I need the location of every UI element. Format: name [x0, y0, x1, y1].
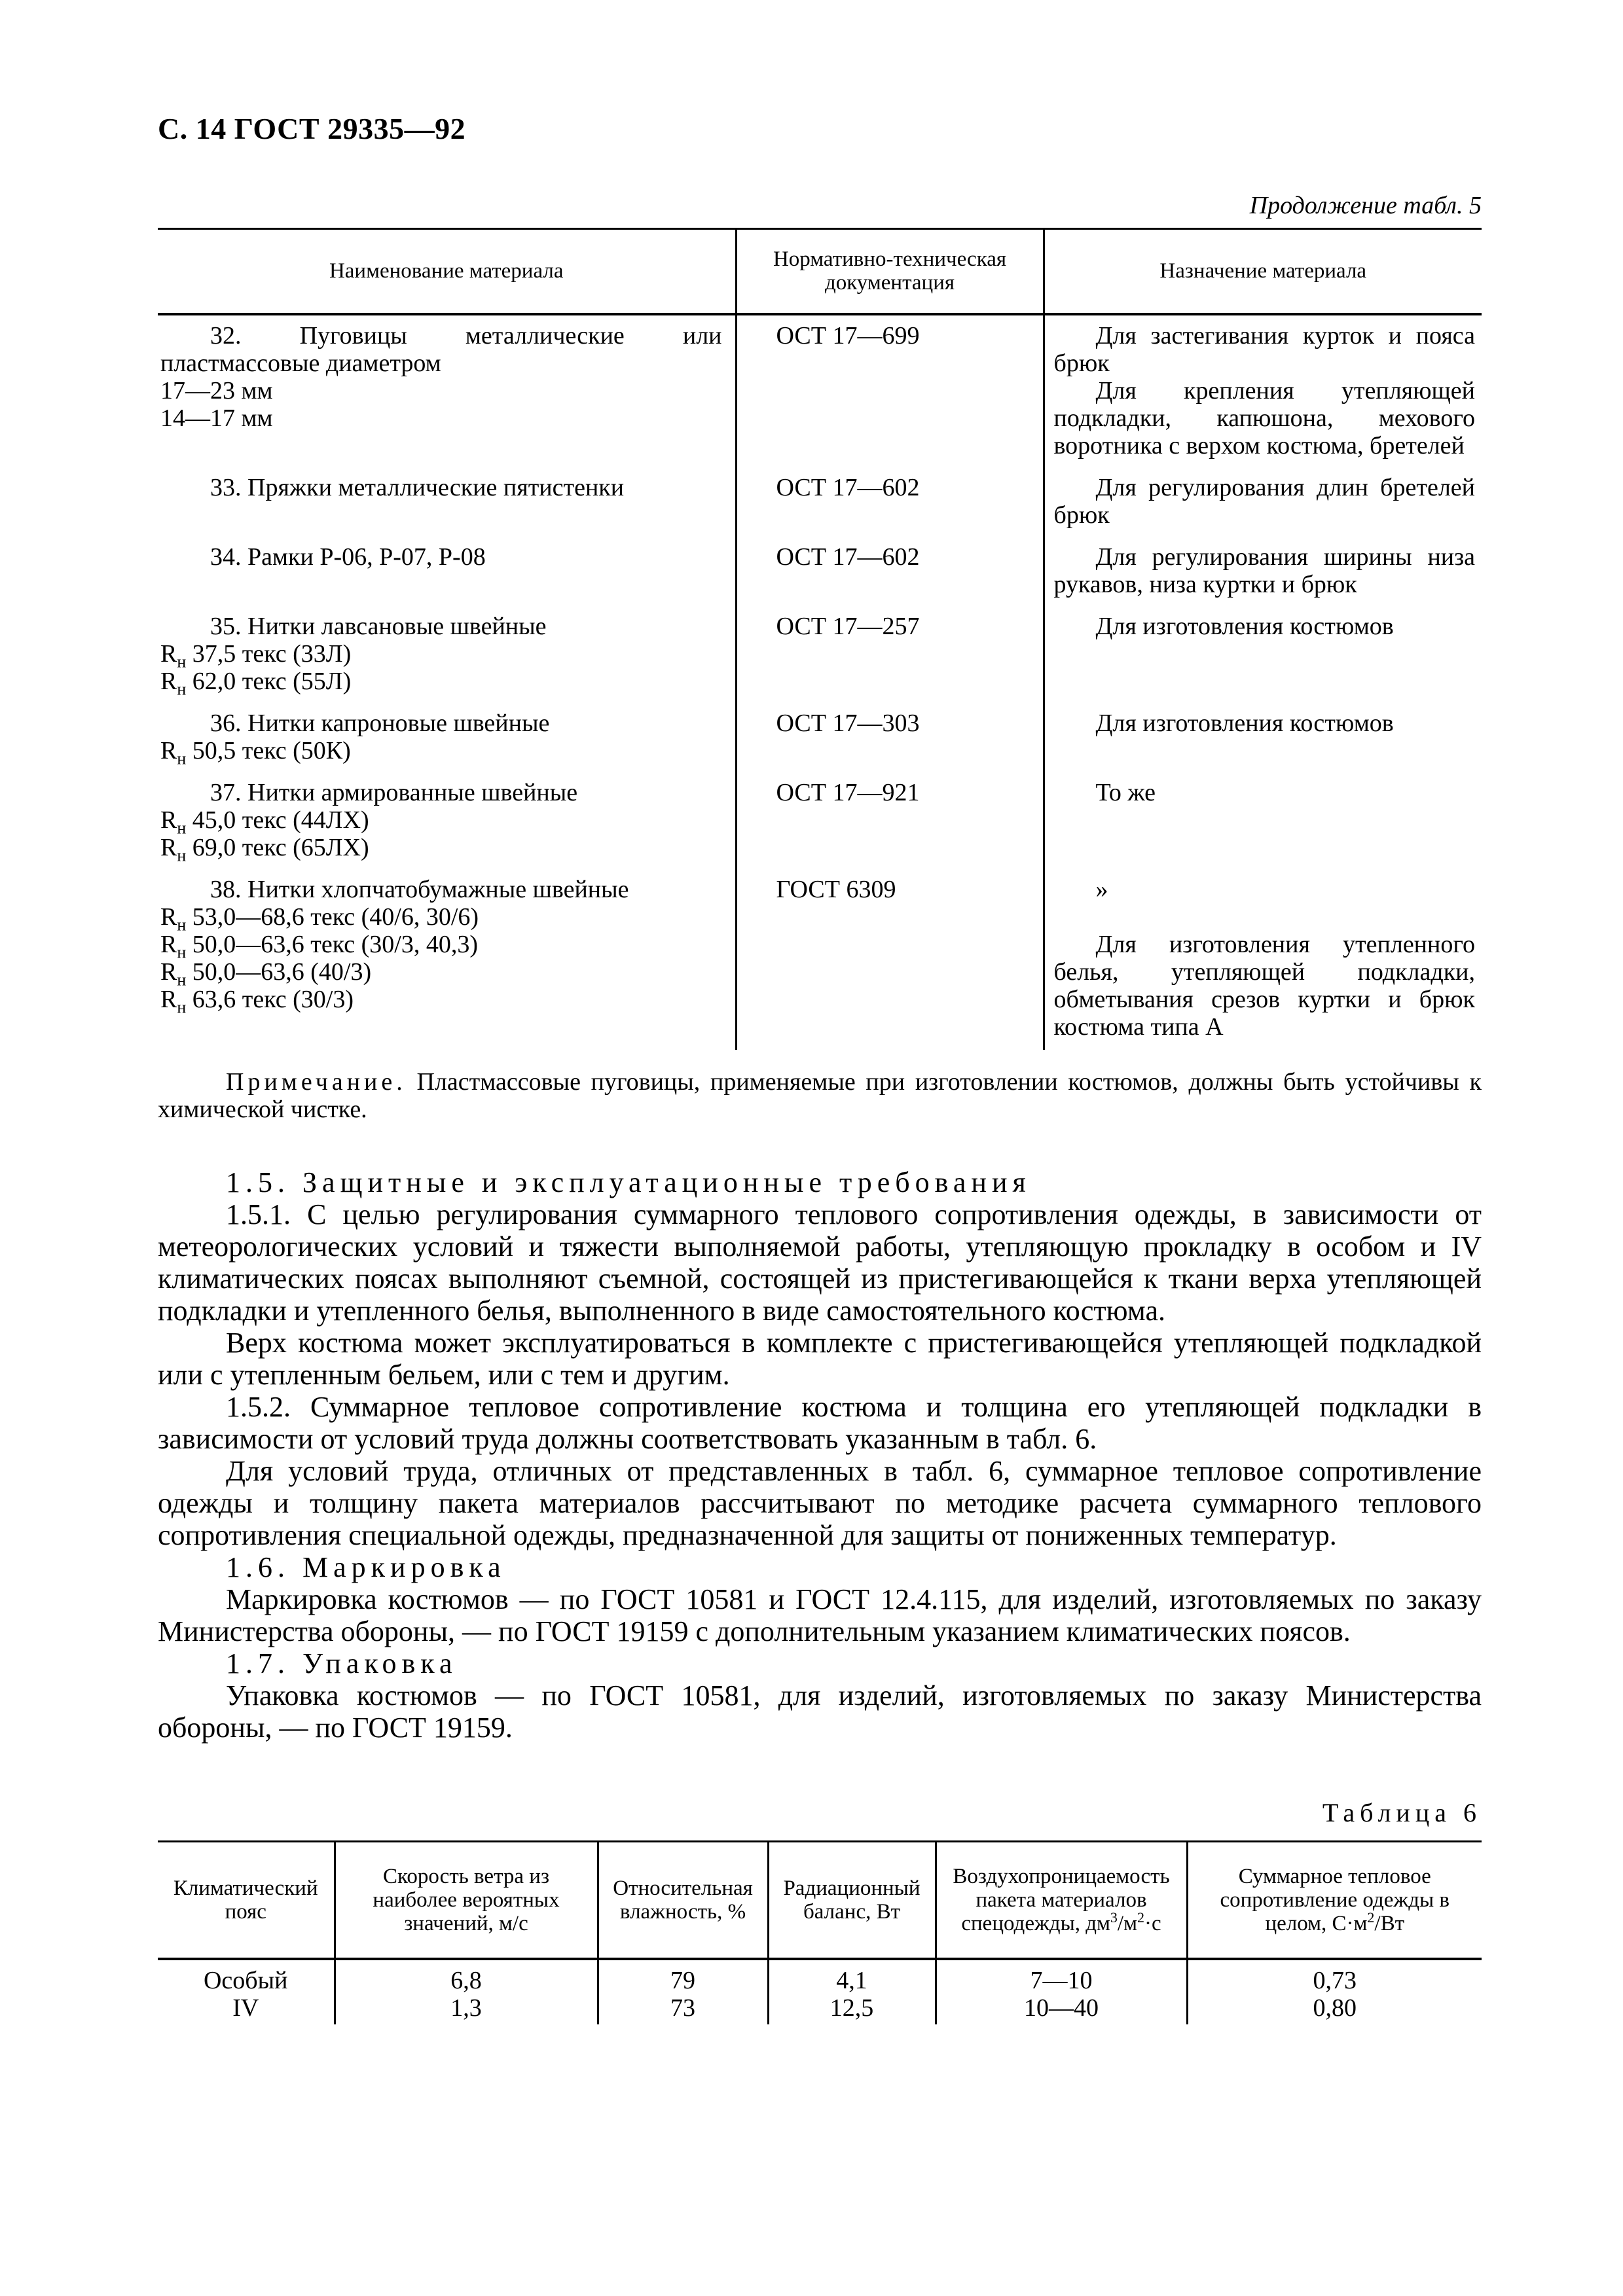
cell-air: 10—40 — [936, 1994, 1187, 2024]
material-subitem: $R_н$ 37,5 текс (33Л) — [160, 639, 352, 672]
header-wind-speed: Скорость ветра из наиболее вероятных значений, м/с — [335, 1842, 598, 1960]
normative-doc: ОСТ 17—602 — [776, 473, 920, 501]
section-heading: 1.5. Защитные и эксплуатационные требования — [226, 1166, 1031, 1198]
material-purpose: Для изготовления костюмов — [1095, 612, 1394, 640]
header-air-permeability: Воздухопроницаемость пакета материалов спецодежды, $дм^3/м^2\cdot с$ — [936, 1842, 1187, 1960]
material-purpose: Для изготовления костюмов — [1095, 709, 1394, 737]
material-purpose: То же — [1095, 778, 1156, 806]
paragraph: Маркировка костюмов — по ГОСТ 10581 и ГОСТ 12.4.115, для изделий, изготовляемых по заказу Министерства обороны, — по ГОСТ 19159 с дополнительным указанием климатических поясов. — [158, 1583, 1482, 1647]
material-name: 35. Нитки лавсановые швейные — [210, 612, 547, 640]
cell-radiation: 4,1 — [768, 1959, 936, 1994]
table-row — [158, 1959, 1482, 1994]
header-normative-doc: Нормативно-техническая документация — [736, 229, 1044, 314]
table-continuation-label: Продолжение табл. 5 — [1249, 192, 1482, 219]
material-purpose: Для застегивания курток и пояса брюк — [1053, 321, 1475, 377]
normative-doc: ГОСТ 6309 — [776, 875, 896, 903]
normative-doc: ОСТ 17—699 — [776, 321, 920, 350]
material-purpose: » — [1095, 875, 1108, 903]
normative-doc: ОСТ 17—921 — [776, 778, 920, 806]
page-header: С. 14 ГОСТ 29335—92 — [158, 112, 466, 145]
r-subscript: н — [177, 652, 187, 672]
table-row — [158, 709, 1482, 779]
note-text: Пластмассовые пуговицы, применяемые при изготовлении костюмов, должны быть устойчивы к химической чистке. — [158, 1068, 1482, 1123]
table-row — [158, 613, 1482, 709]
table-row — [158, 474, 1482, 543]
table-row — [158, 876, 1482, 1050]
materials-table — [158, 228, 1482, 1050]
material-subitem: $R_н$ 50,5 текс (50К) — [160, 736, 351, 768]
table-row — [158, 779, 1482, 876]
table-row — [158, 1994, 1482, 2024]
header-radiation: Радиационный баланс, Вт — [768, 1842, 936, 1960]
cell-zone: IV — [232, 1994, 259, 2022]
table-row — [158, 543, 1482, 613]
cell-radiation: 12,5 — [768, 1994, 936, 2024]
material-purpose: Для регулирования длин бретелей брюк — [1053, 473, 1475, 529]
r-subscript: н — [177, 997, 187, 1017]
material-subitem: 14—17 мм — [160, 404, 273, 432]
table-row — [158, 314, 1482, 474]
r-subscript: н — [177, 846, 187, 865]
paragraph: 1.5.1. С целью регулирования суммарного теплового сопротивления одежды, в зависимости от метеорологических условий и тяжести выполняемой работы, утепляющую прокладку в особом и IV климатических поясах выполняют съемной, состоящей из пристегивающейся к ткани верха утепляющей подкладки и утепленного белья, выполненного в виде самостоятельного костюма. — [158, 1198, 1482, 1327]
cell-wind: 6,8 — [335, 1959, 598, 1994]
r-subscript: н — [177, 915, 187, 935]
header-climate-zone: Климатический пояс — [158, 1842, 335, 1960]
header-humidity: Относительная влажность, % — [598, 1842, 768, 1960]
cell-air: 7—10 — [936, 1959, 1187, 1994]
r-symbol: R — [160, 903, 177, 931]
cell-resistance: 0,80 — [1187, 1994, 1482, 2024]
material-subitem: $R_н$ 63,6 текс (30/3) — [160, 985, 354, 1017]
table-header-row — [158, 229, 1482, 314]
material-name: 32. Пуговицы металлические или пластмассовые диаметром — [160, 321, 722, 377]
material-subitem: $R_н$ 50,0—63,6 текс (30/3, 40,3) — [160, 930, 479, 962]
material-name: 36. Нитки капроновые швейные — [210, 709, 550, 737]
normative-doc: ОСТ 17—303 — [776, 709, 920, 737]
body-text — [158, 1166, 1482, 1744]
material-subitem: 17—23 мм — [160, 376, 273, 404]
paragraph: Для условий труда, отличных от представленных в табл. 6, суммарное тепловое сопротивление одежды и толщину пакета материалов рассчитывают по методике расчета суммарного теплового сопротивления специальной одежды, предназначенной для защиты от пониженных температур. — [158, 1455, 1482, 1551]
cell-wind: 1,3 — [335, 1994, 598, 2024]
table-note — [158, 1068, 1482, 1123]
material-purpose: Для изготовления утепленного белья, утепляющей подкладки, обметывания срезов куртки и брюк костюма типа А — [1053, 930, 1475, 1041]
r-symbol: R — [160, 667, 177, 695]
cell-resistance: 0,73 — [1187, 1959, 1482, 1994]
material-subitem: $R_н$ 69,0 текс (65ЛХ) — [160, 833, 369, 865]
paragraph: 1.5.2. Суммарное тепловое сопротивление костюма и толщина его утепляющей подкладки в зависимости от условий труда должны соответствовать указанным в табл. 6. — [158, 1391, 1482, 1455]
r-symbol: R — [160, 833, 177, 861]
paragraph: Верх костюма может эксплуатироваться в комплекте с пристегивающейся утепляющей подкладкой или с утепленным бельем, или с тем и другим. — [158, 1327, 1482, 1391]
header-thermal-resistance: Суммарное тепловое сопротивление одежды в целом, $С\cdot м^2/Вт$ — [1187, 1842, 1482, 1960]
r-subscript: н — [177, 679, 187, 699]
header-material-purpose: Назначение материала — [1044, 229, 1482, 314]
material-name: 34. Рамки Р-06, Р-07, Р-08 — [210, 543, 486, 571]
r-subscript: н — [177, 942, 187, 962]
material-subitem: $R_н$ 45,0 текс (44ЛХ) — [160, 806, 369, 838]
material-purpose: Для регулирования ширины низа рукавов, низа куртки и брюк — [1053, 543, 1475, 598]
normative-doc: ОСТ 17—602 — [776, 543, 920, 571]
cell-humidity: 73 — [598, 1994, 768, 2024]
material-name: 38. Нитки хлопчатобумажные швейные — [210, 875, 629, 903]
r-symbol: R — [160, 985, 177, 1013]
section-heading: 1.7. Упаковка — [226, 1647, 458, 1679]
r-symbol: R — [160, 958, 177, 986]
r-subscript: н — [177, 970, 187, 990]
table-header-row — [158, 1842, 1482, 1960]
r-symbol: R — [160, 736, 177, 764]
header-material-name: Наименование материала — [158, 229, 736, 314]
material-name: 33. Пряжки металлические пятистенки — [210, 473, 625, 501]
r-symbol: R — [160, 930, 177, 958]
paragraph: Упаковка костюмов — по ГОСТ 10581, для изделий, изготовляемых по заказу Министерства обороны, — по ГОСТ 19159. — [158, 1679, 1482, 1744]
cell-zone: Особый — [203, 1967, 288, 1994]
climate-table — [158, 1840, 1482, 2024]
material-purpose: Для крепления утепляющей подкладки, капюшона, мехового воротника с верхом костюма, бретелей — [1053, 376, 1475, 459]
material-subitem: $R_н$ 50,0—63,6 (40/3) — [160, 958, 372, 990]
r-symbol: R — [160, 639, 177, 668]
normative-doc: ОСТ 17—257 — [776, 612, 920, 640]
material-subitem: $R_н$ 53,0—68,6 текс (40/6, 30/6) — [160, 903, 479, 935]
note-label: Примечание. — [226, 1068, 407, 1096]
section-heading: 1.6. Маркировка — [226, 1551, 506, 1583]
r-symbol: R — [160, 806, 177, 834]
table6-caption: Таблица 6 — [1322, 1798, 1482, 1827]
material-subitem: $R_н$ 62,0 текс (55Л) — [160, 667, 352, 699]
r-subscript: н — [177, 818, 187, 838]
cell-humidity: 79 — [598, 1959, 768, 1994]
r-subscript: н — [177, 749, 187, 768]
material-name: 37. Нитки армированные швейные — [210, 778, 578, 806]
